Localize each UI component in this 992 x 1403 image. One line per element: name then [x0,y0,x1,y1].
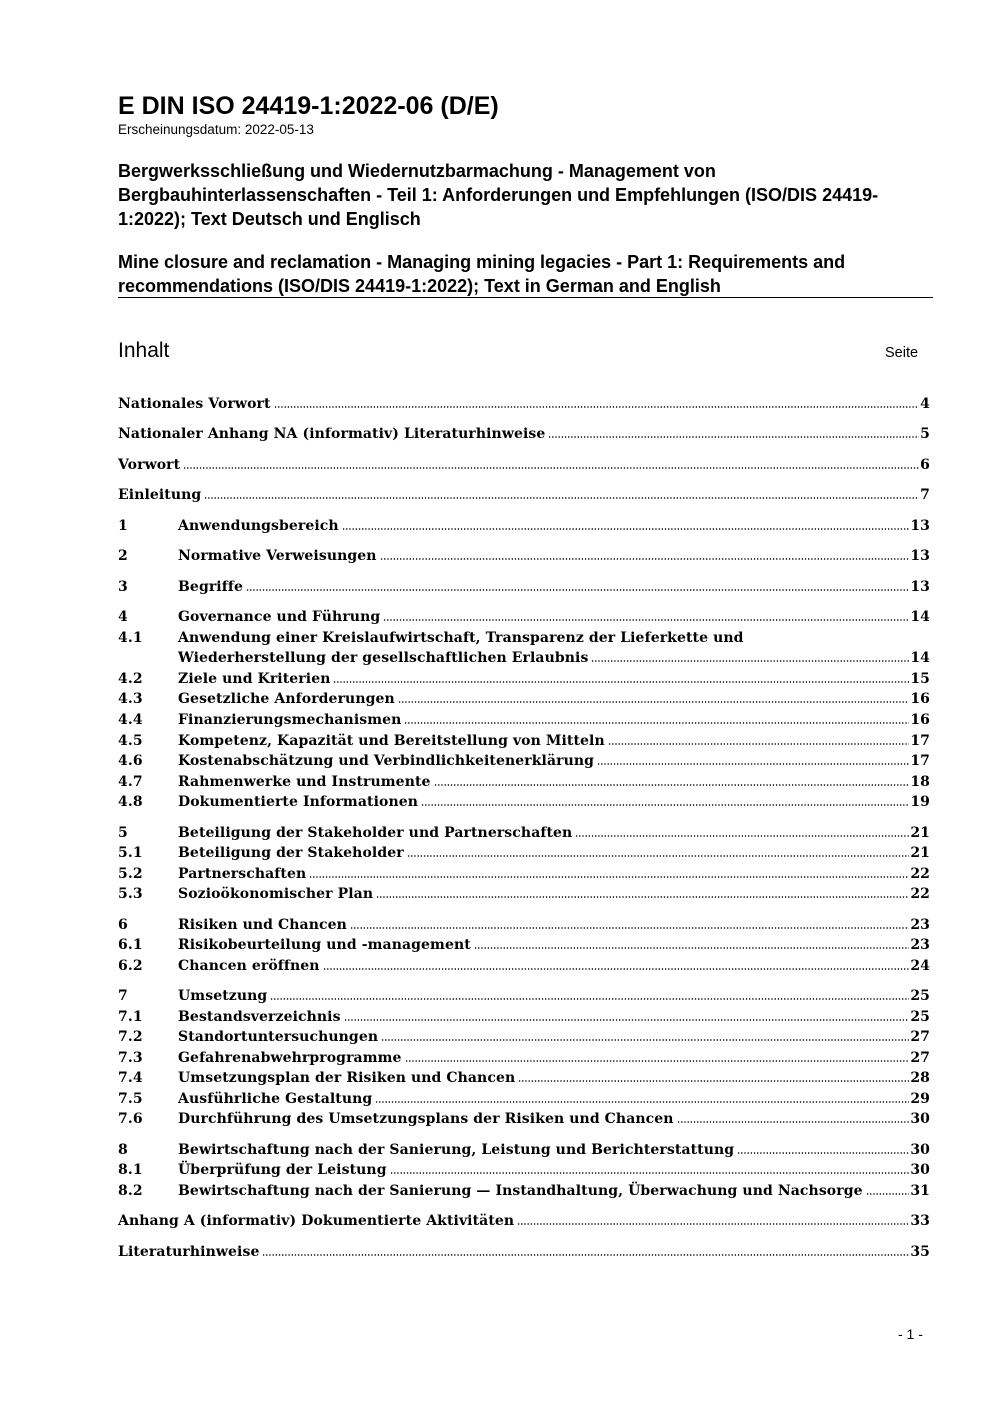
toc-entry-page: 16 [910,691,930,707]
toc-entry-number: 4.7 [118,774,143,790]
dot-leader [390,1172,910,1174]
toc-entry-page: 17 [910,733,930,749]
dot-leader [866,1193,910,1195]
dot-leader [434,784,910,786]
toc-entry-number: 7.2 [118,1029,143,1045]
toc-entry-page: 27 [910,1029,930,1045]
toc-entry-page: 13 [910,518,930,534]
toc-entry-page: 14 [910,609,930,625]
toc-entry-number: 4 [118,609,128,625]
dot-leader [404,722,909,724]
toc-entry-number: 4.4 [118,712,143,728]
toc-entry-title: Finanzierungsmechanismen [178,712,402,728]
toc-entry-page: 28 [910,1070,930,1086]
dot-leader [597,763,909,765]
toc-entry-number: 8.2 [118,1183,143,1199]
toc-entry-4-5[interactable] [118,731,930,751]
toc-entry-number: 7.3 [118,1050,143,1066]
toc-entry-page: 33 [910,1213,930,1229]
toc-entry-title: Literaturhinweise [118,1244,260,1260]
toc-entry-page: 22 [910,886,930,902]
dot-leader [548,436,919,438]
toc-entry-title-line1: Anwendung einer Kreislaufwirtschaft, Transparenz der Lieferkette und [178,630,744,646]
toc-entry-4-1-number-line[interactable] [118,628,930,648]
dot-leader [383,619,909,621]
toc-entry-number: 7.4 [118,1070,143,1086]
toc-entry-page: 7 [920,487,930,503]
toc-entry-5[interactable] [118,823,930,843]
toc-entry-4-6[interactable] [118,751,930,771]
toc-heading: Inhalt [118,339,170,362]
toc-entry-number: 4.6 [118,753,143,769]
dot-leader [380,558,910,560]
dot-leader [591,660,909,662]
dot-leader [376,896,909,898]
toc-entry-title: Beteiligung der Stakeholder [178,845,404,861]
toc-entry-page: 13 [910,548,930,564]
toc-entry-8-2[interactable] [118,1181,930,1201]
toc-entry-title: Anwendungsbereich [178,518,339,534]
toc-entry-number: 1 [118,518,128,534]
toc-entry-title: Standortuntersuchungen [178,1029,379,1045]
toc-entry-number: 4.3 [118,691,143,707]
toc-entry-page: 21 [910,845,930,861]
dot-leader [183,467,919,469]
toc-entry-vorwort[interactable] [118,455,930,475]
toc-entry-title: Risikobeurteilung und -management [178,937,471,953]
toc-entry-page: 4 [920,396,930,412]
toc-entry-number: 7.5 [118,1091,143,1107]
toc-entry-title: Sozioökonomischer Plan [178,886,374,902]
toc-entry-number: 2 [118,548,128,564]
toc-entry-page: 30 [910,1162,930,1178]
toc-entry-2[interactable] [118,546,930,566]
toc-entry-page: 15 [910,671,930,687]
dot-leader [204,497,919,499]
toc-entry-6[interactable] [118,915,930,935]
toc-entry-4-1[interactable] [118,648,930,668]
toc-entry-page: 6 [920,457,930,473]
page-number: - 1 - [898,1326,923,1342]
toc-entry-7[interactable] [118,986,930,1006]
toc-entry-title: Gefahrenabwehrprogramme [178,1050,402,1066]
title-divider [118,297,933,298]
toc-entry-5-2[interactable] [118,864,930,884]
toc-entry-page: 14 [910,650,930,666]
toc-entry-title: Kompetenz, Kapazität und Bereitstellung von Mitteln [178,733,605,749]
toc-entry-3[interactable] [118,577,930,597]
dot-leader [398,701,910,703]
toc-entry-page: 35 [910,1244,930,1260]
toc-entry-page: 21 [910,825,930,841]
toc-entry-page: 27 [910,1050,930,1066]
dot-leader [677,1121,910,1123]
toc-entry-4-7[interactable] [118,772,930,792]
toc-entry-7-3[interactable] [118,1048,930,1068]
toc-entry-nationaler-anhang[interactable] [118,424,930,444]
toc-entry-title: Begriffe [178,579,243,595]
toc-entry-6-2[interactable] [118,956,930,976]
toc-entry-title: Wiederherstellung der gesellschaftlichen Erlaubnis [178,650,589,666]
toc-entry-page: 30 [910,1111,930,1127]
toc-entry-page: 25 [910,988,930,1004]
toc-entry-title: Normative Verweisungen [178,548,377,564]
dot-leader [375,1101,909,1103]
toc-entry-number: 5 [118,825,128,841]
toc-entry-title: Beteiligung der Stakeholder und Partnerschaften [178,825,573,841]
dot-leader [262,1254,909,1256]
toc-entry-title: Bewirtschaftung nach der Sanierung — Instandhaltung, Überwachung und Nachsorge [178,1183,863,1199]
toc-entry-page: 17 [910,753,930,769]
toc-entry-title: Anhang A (informativ) Dokumentierte Aktivitäten [118,1213,515,1229]
toc-entry-title: Vorwort [118,457,181,473]
toc-entry-number: 4.2 [118,671,143,687]
dot-leader [381,1039,909,1041]
toc-entry-number: 3 [118,579,128,595]
toc-entry-title: Nationaler Anhang NA (informativ) Literaturhinweise [118,426,546,442]
toc-entry-number: 6.1 [118,937,143,953]
dot-leader [274,406,920,408]
toc-entry-title: Governance und Führung [178,609,381,625]
dot-leader [342,528,910,530]
toc-entry-page: 25 [910,1009,930,1025]
toc-entry-page: 23 [910,937,930,953]
toc-entry-8-1[interactable] [118,1160,930,1180]
toc-entry-title: Ziele und Kriterien [178,671,331,687]
toc-entry-title: Gesetzliche Anforderungen [178,691,395,707]
toc-page-column-label: Seite [885,345,919,361]
toc-entry-number: 7.6 [118,1111,143,1127]
dot-leader [323,968,910,970]
toc-entry-title: Kostenabschätzung und Verbindlichkeitenerklärung [178,753,595,769]
toc-entry-6-1[interactable] [118,935,930,955]
toc-entry-title: Bewirtschaftung nach der Sanierung, Leistung und Berichterstattung [178,1142,735,1158]
toc-entry-number: 5.2 [118,866,143,882]
toc-entry-4[interactable] [118,607,930,627]
publication-date: Erscheinungsdatum: 2022-05-13 [118,122,314,137]
dot-leader [333,681,909,683]
toc-entry-number: 6 [118,917,128,933]
toc-entry-page: 16 [910,712,930,728]
toc-entry-4-4[interactable] [118,710,930,730]
dot-leader [407,855,910,857]
toc-entry-number: 8.1 [118,1162,143,1178]
toc-entry-number: 4.1 [118,630,143,646]
dot-leader [246,589,909,591]
title-german: Bergwerksschließung und Wiedernutzbarmachung - Management von Bergbauhinterlassenschaften - Teil 1: Anforderungen und Empfehlungen (ISO/DIS 24419-1:2022); Text Deutsch und Englisch [118,161,879,229]
toc-entry-title: Umsetzung [178,988,268,1004]
toc-entry-8[interactable] [118,1140,930,1160]
title-english: Mine closure and reclamation - Managing mining legacies - Part 1: Requirements and recommendations (ISO/DIS 24419-1:2022); Text in German and English [118,252,846,296]
toc-entry-literaturhinweise[interactable] [118,1242,930,1262]
toc-entry-title: Nationales Vorwort [118,396,271,412]
toc-entry-title: Ausführliche Gestaltung [178,1091,373,1107]
dot-leader [518,1080,909,1082]
toc-entry-7-4[interactable] [118,1068,930,1088]
toc-entry-7-6[interactable] [118,1109,930,1129]
toc-entry-number: 6.2 [118,958,143,974]
dot-leader [405,1060,910,1062]
toc-entry-title: Einleitung [118,487,202,503]
dot-leader [575,835,909,837]
toc-entry-page: 30 [910,1142,930,1158]
document-id: E DIN ISO 24419-1:2022-06 (D/E) [118,92,499,120]
toc-entry-4-2[interactable] [118,669,930,689]
toc-entry-7-1[interactable] [118,1007,930,1027]
toc-entry-page: 13 [910,579,930,595]
toc-entry-number: 5.3 [118,886,143,902]
dot-leader [517,1223,909,1225]
dot-leader [309,876,909,878]
toc-entry-7-5[interactable] [118,1089,930,1109]
toc-entry-number: 8 [118,1142,128,1158]
toc-entry-number: 7.1 [118,1009,143,1025]
toc-entry-title: Partnerschaften [178,866,307,882]
toc-entry-title: Überprüfung der Leistung [178,1162,387,1178]
toc-entry-anhang-a[interactable] [118,1211,930,1231]
toc-entry-number: 4.8 [118,794,143,810]
dot-leader [474,947,910,949]
toc-entry-5-3[interactable] [118,884,930,904]
dot-leader [421,804,909,806]
dot-leader [270,998,909,1000]
toc-entry-1[interactable] [118,516,930,536]
toc-entry-number: 5.1 [118,845,143,861]
toc-entry-nationales-vorwort[interactable] [118,394,930,414]
toc-entry-title: Chancen eröffnen [178,958,320,974]
toc-entry-page: 31 [910,1183,930,1199]
toc-entry-title: Umsetzungsplan der Risiken und Chancen [178,1070,516,1086]
toc-entry-number: 7 [118,988,128,1004]
toc-entry-4-3[interactable] [118,689,930,709]
dot-leader [737,1152,909,1154]
toc-entry-page: 24 [910,958,930,974]
toc-entry-title: Durchführung des Umsetzungsplans der Risiken und Chancen [178,1111,674,1127]
dot-leader [344,1019,910,1021]
toc-entry-page: 18 [910,774,930,790]
toc-entry-title: Dokumentierte Informationen [178,794,419,810]
toc-entry-number: 4.5 [118,733,143,749]
toc-entry-einleitung[interactable] [118,485,930,505]
toc-entry-page: 29 [910,1091,930,1107]
toc-entry-page: 5 [920,426,930,442]
toc-entry-title: Risiken und Chancen [178,917,347,933]
toc-entry-page: 22 [910,866,930,882]
toc-entry-4-8[interactable] [118,792,930,812]
toc-entry-7-2[interactable] [118,1027,930,1047]
toc-entry-page: 19 [910,794,930,810]
dot-leader [350,927,909,929]
toc-entry-title: Bestandsverzeichnis [178,1009,341,1025]
toc-entry-5-1[interactable] [118,843,930,863]
dot-leader [608,743,910,745]
toc-entry-title: Rahmenwerke und Instrumente [178,774,431,790]
toc-entry-page: 23 [910,917,930,933]
